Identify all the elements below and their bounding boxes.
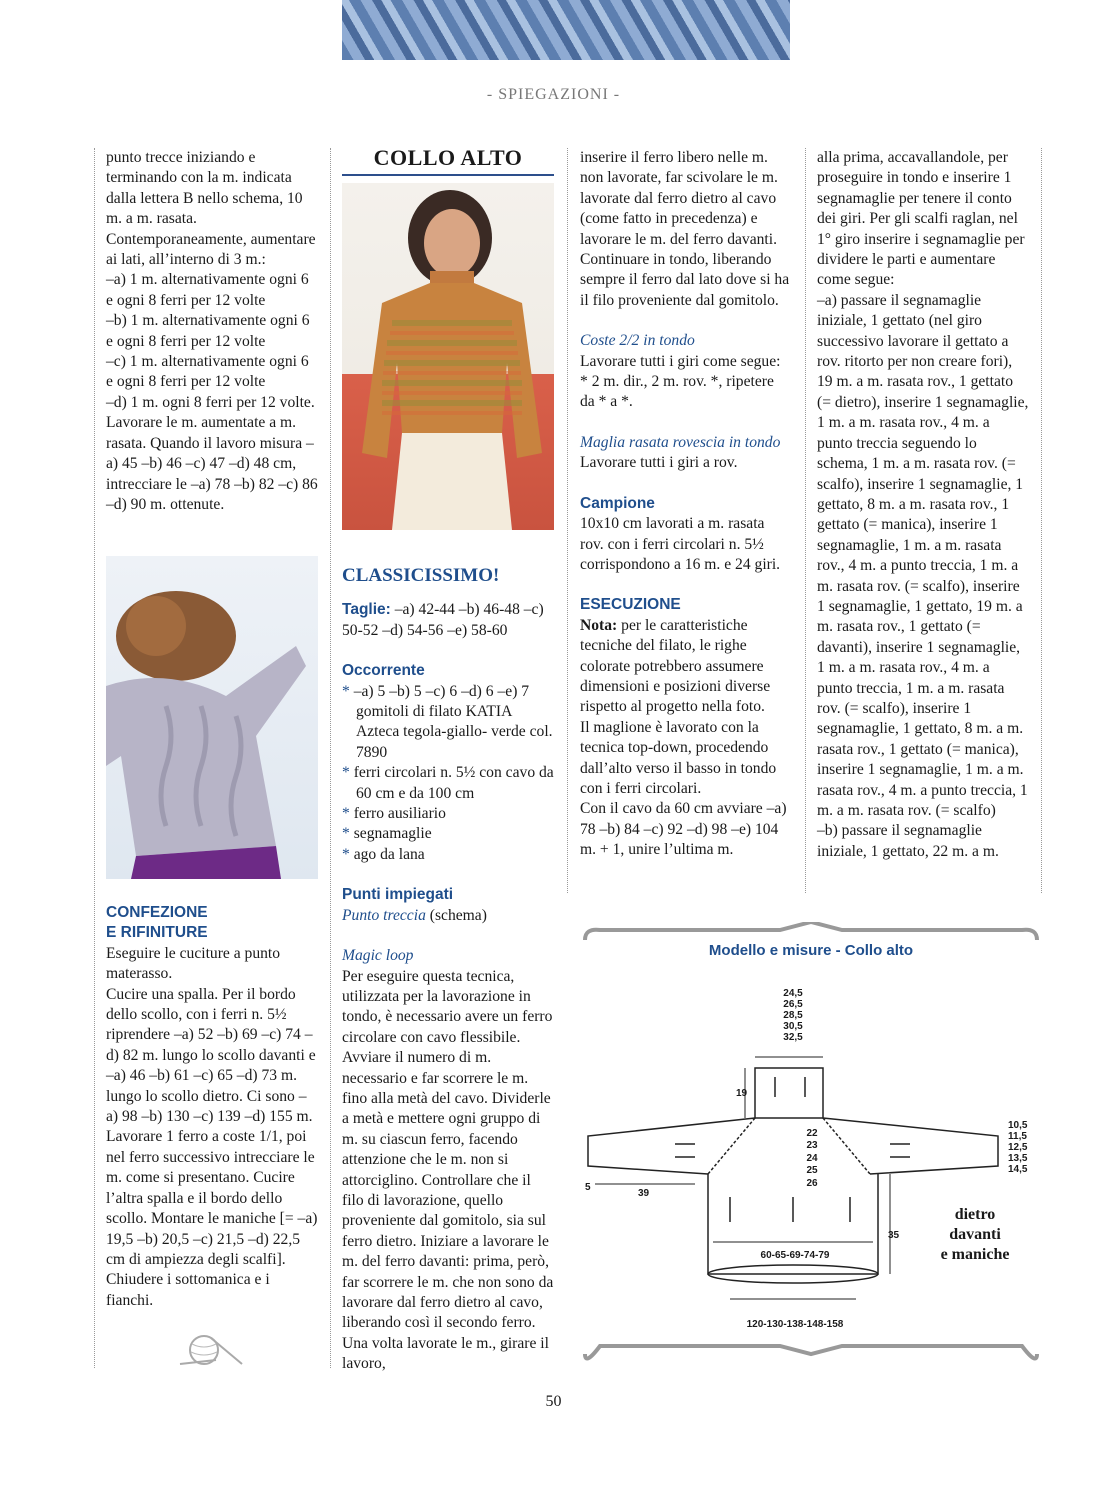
body-width-label: 60-65-69-74-79 — [760, 1250, 830, 1261]
text-paragraph: Con il cavo da 60 cm avviare –a) 78 –b) 84 –c) 92 –d) 98 –e) 104 m. + 1, unire l’ultima m. — [580, 800, 787, 859]
coste-label: Coste 2/2 in tondo — [580, 332, 695, 350]
section-header: - SPIEGAZIONI - — [486, 86, 621, 103]
materials-list — [342, 682, 554, 866]
hem-circumference-label: 120-130-138-148-158 — [746, 1319, 844, 1330]
list-item: * segnamaglie — [342, 825, 432, 843]
text-paragraph: –b) 1 m. alternativamente ogni 6 e ogni 8 ferri per 12 volte — [106, 312, 310, 350]
punti-label: Punti impiegati — [342, 886, 454, 904]
diagram-title: Modello e misure - Collo alto — [708, 942, 914, 959]
yarn-banner-image — [342, 0, 790, 60]
subtitle: CLASSICISSIMO! — [342, 565, 500, 586]
text-paragraph: punto trecce iniziando e terminando con la m. indicata dalla lettera B nello schema, 10 m. a m. rasata. — [106, 149, 303, 228]
column-divider — [805, 148, 806, 893]
list-item: * –a) 5 –b) 5 –c) 6 –d) 6 –e) 7 gomitoli di filato KATIA Azteca tegola-giallo- verde col. 7890 — [342, 682, 553, 761]
campione-label: Campione — [580, 494, 655, 512]
text-paragraph: Cucire una spalla. Per il bordo dello scollo, con i ferri n. 5½ riprendere –a) 52 –b) 69 –c) 74 –d) 82 m. lungo lo scollo davanti e –a) 46 –b) 61 –c) 65 –d) 73 m. lungo lo scollo dietro. Ci sono –a) 98 –b) 130 –c) 139 –d) 155 m. Lavorare 1 ferro a coste 1/1, poi nel ferro successivo intrecciare le m. come si presentano. Cucire l’altra spalla e il bordo dello scollo. Montare le maniche [= –a) 19,5 –b) 20,5 –c) 21,5 –d) 22,5 cm di ampiezza degli scalfi]. Chiudere i sottomanica e i fianchi. — [106, 985, 318, 1309]
column-4 — [817, 148, 1029, 862]
text-paragraph: –d) 1 m. ogni 8 ferri per 12 volte. — [106, 393, 315, 411]
text-paragraph: –a) 1 m. alternativamente ogni 6 e ogni 8 ferri per 12 volte — [106, 271, 309, 309]
text-paragraph: Contemporaneamente, aumentare ai lati, all’interno di 3 m.: — [106, 230, 316, 269]
punto-treccia-label: Punto treccia — [342, 906, 426, 924]
column-3 — [580, 148, 792, 861]
text-paragraph: Per eseguire questa tecnica, utilizzata per la lavorazione in tondo, è necessario avere un ferro circolare con cavo flessibile. Avviare il numero di m. necessario e far scorrere le m. fino alla metà del cavo. Dividerle a metà e mettere ogni gruppo di m. su ciascun ferro, facendo attenzione che le m. non si attorciglino. Controllare che il filo di lavorazione, quello proveniente dal gomitolo, sia sul ferro dietro. Iniziare a lavorare le m. del ferro davanti: prima, però, far scorrere le m. che non sono da lavorare dal ferro dietro al cavo, liberando così il secondo ferro. Una volta lavorate le m., girare il lavoro, — [342, 967, 554, 1373]
bullet-star: * — [342, 825, 350, 843]
list-item: * ferri circolari n. 5½ con cavo da 60 cm e da 100 cm — [342, 764, 554, 802]
yarn-ball-logo-icon — [176, 1330, 246, 1370]
confezione-section — [106, 903, 318, 1311]
bullet-star: * — [342, 805, 350, 823]
text-paragraph: alla prima, accavallandole, per proseguire in tondo e inserire 1 segnamaglie per tenere il conto dei giri. Per gli scalfi raglan, nel 1° giro inserire i segnamaglie per dividere le parti e aumentare come segue: — [817, 149, 1025, 289]
text-paragraph: Lavorare tutti i giri come segue: * 2 m. dir., 2 m. rov. *, ripetere da * a *. — [580, 352, 781, 411]
nota-text: per le caratteristiche tecniche del filato, le righe colorate potrebbero assumere dimensioni e posizioni diverse rispetto al progetto nella foto. — [580, 616, 771, 716]
taglie-label: Taglie: — [342, 601, 391, 619]
bullet-star: * — [342, 682, 350, 700]
schematic-diagram — [580, 922, 1042, 1362]
list-item: * ferro ausiliario — [342, 805, 446, 823]
woman-cable-sweater-photo — [106, 556, 318, 879]
raglan-labels: 22 23 24 25 26 — [806, 1128, 818, 1189]
body-height-label: 35 — [888, 1230, 900, 1241]
rasata-label: Maglia rasata rovescia in tondo — [580, 433, 781, 451]
parts-legend: dietro davanti e maniche — [940, 1206, 1010, 1263]
pattern-title: COLLO ALTO — [342, 148, 554, 176]
column-divider — [567, 148, 568, 893]
woman-turtleneck-sweater-photo — [342, 183, 554, 530]
list-item: * ago da lana — [342, 845, 425, 863]
text-paragraph: inserire il ferro libero nelle m. non lavorate, far scivolare le m. lavorate dal ferro dietro al cavo (come fatto in precedenza) e lavorare le m. del ferro davanti. Continuare in tondo, liberando sempre il ferro dal lato dove si ha il filo proveniente dal gomitolo. — [580, 149, 790, 309]
magic-loop-label: Magic loop — [342, 947, 414, 965]
text-paragraph: Il maglione è lavorato con la tecnica top-down, procedendo dall’alto verso il basso in tondo con i ferri circolari. — [580, 718, 777, 797]
text-paragraph: Lavorare le m. aumentate a m. rasata. Quando il lavoro misura –a) 45 –b) 46 –c) 47 –d) 48 cm, intrecciare le –a) 78 –b) 82 –c) 86 –d) 90 m. ottenute. — [106, 414, 318, 513]
esecuzione-label: ESECUZIONE — [580, 596, 681, 614]
text-paragraph: Eseguire le cuciture a punto materasso. — [106, 944, 281, 983]
sleeve-length-label: 39 — [638, 1188, 650, 1199]
schema-text: (schema) — [425, 906, 487, 924]
column-1 — [106, 148, 318, 515]
confezione-title: E RIFINITURE — [106, 924, 208, 942]
text-paragraph: 10x10 cm lavorati a m. rasata rov. con i ferri circolari n. 5½ corrispondono a 16 m. e 24 giri. — [580, 515, 781, 573]
cuff-labels: 10,5 11,5 12,5 13,5 14,5 — [1008, 1120, 1028, 1175]
cuff-length-label: 5 — [585, 1182, 591, 1193]
neck-width-labels: 24,5 26,5 28,5 30,5 32,5 — [783, 988, 803, 1043]
occorrente-label: Occorrente — [342, 662, 425, 680]
nota-label: Nota: — [580, 616, 618, 634]
page-number: 50 — [545, 1393, 562, 1410]
confezione-title: CONFEZIONE — [106, 904, 208, 921]
text-paragraph: –b) passare il segnamaglie iniziale, 1 gettato, 22 m. a m. — [817, 822, 999, 860]
text-paragraph: –c) 1 m. alternativamente ogni 6 e ogni 8 ferri per 12 volte — [106, 353, 309, 391]
text-paragraph: –a) passare il segnamaglie iniziale, 1 gettato (nel giro successivo lavorare il gettato a rov. ritorto per non creare fori), 19 m. a m. rasata rov., 1 gettato (= dietro), inserire 1 segnamaglie, 1 m. a m. rasata rov., 4 m. a punto treccia seguendo lo schema, 1 m. a m. rasata rov. (= scalfo), inserire 1 segnamaglie, 1 gettato, 8 m. a m. rasata rov., 1 gettato (= manica), inserire 1 segnamaglie, 1 m. a m. rasata rov., 4 m. a punto treccia, 1 m. a m. rasata rov. (= scalfo), inserire 1 segnamaglie, 1 gettato, 19 m. a m. rasata rov., 1 gettato (= davanti), inserire 1 segnamaglie, 1 m. a m. rasata rov., 4 m. a punto treccia, 1 m. a m. rasata rov. (= scalfo), inserire 1 segnamaglie, 1 gettato, 8 m. a m. rasata rov., 1 gettato (= manica), inserire 1 segnamaglie, 1 m. a m. rasata rov., 4 m. a punto treccia, 1 m. a m. rasata rov. (= scalfo) — [817, 291, 1029, 819]
neck-height-label: 19 — [736, 1088, 748, 1099]
column-divider — [1041, 148, 1042, 893]
column-divider — [330, 148, 331, 1368]
column-divider — [94, 148, 95, 1368]
text-paragraph: Lavorare tutti i giri a rov. — [580, 454, 738, 472]
taglie-value: –a) 42-44 –b) 46-48 –c) 50-52 –d) 54-56 –e) 58-60 — [342, 601, 544, 639]
bullet-star: * — [342, 845, 350, 863]
bullet-star: * — [342, 764, 350, 782]
classicissimo-section — [342, 548, 554, 1375]
